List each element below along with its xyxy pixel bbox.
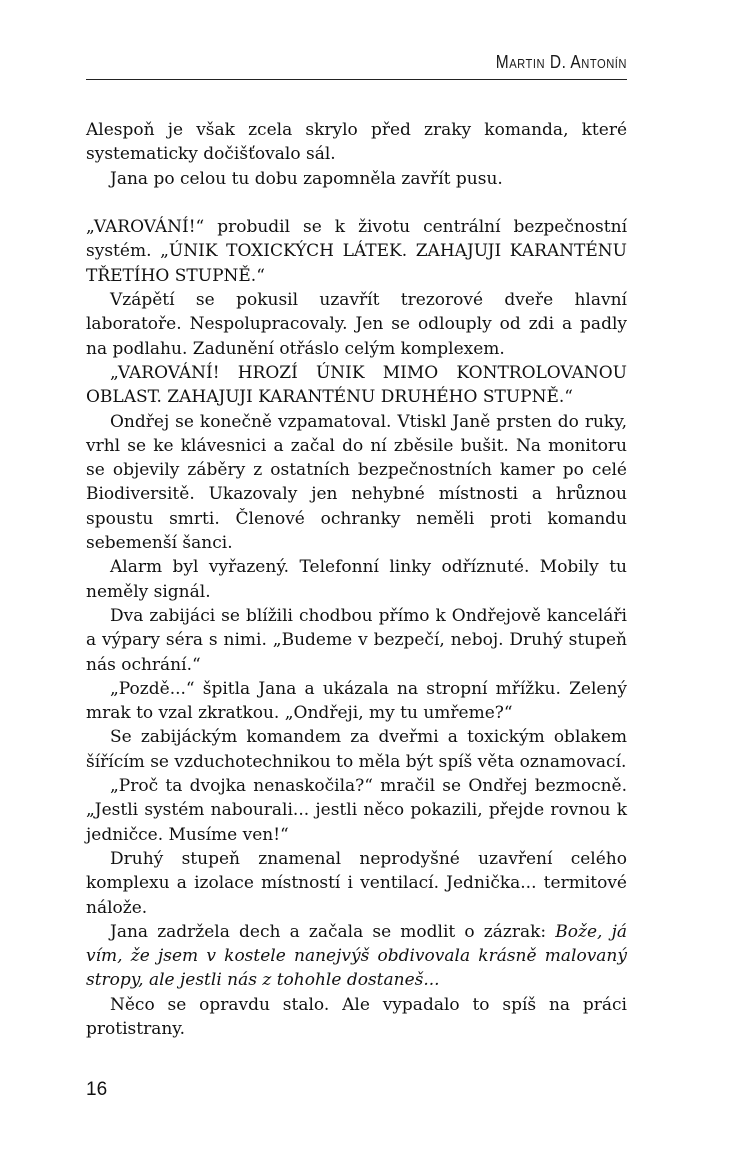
paragraph: Se zabijáckým komandem za dveřmi a toxickým oblakem šířícím se vzduchotechnikou to měla být spíš věta oznamovací. (86, 727, 627, 772)
paragraph: Alespoň je však zcela skrylo před zraky komanda, které systematicky dočišťovalo sál. (86, 120, 627, 165)
paragraph (86, 920, 627, 993)
section-break (86, 191, 627, 215)
paragraph: „VAROVÁNÍ!“ probudil se k životu centrální bezpečnostní systém. „ÚNIK TOXICKÝCH LÁTEK. ZAHAJUJI KARANTÉNU TŘETÍHO STUPNĚ.“ (86, 217, 627, 286)
paragraph: Ondřej se konečně vzpamatoval. Vtiskl Janě prsten do ruky, vrhl se ke klávesnici a začal do ní zběsile bušit. Na monitoru se objevily záběry z ostatních bezpečnostních kamer po celé Biodiversitě. Ukazovaly jen nehybné místnosti a hrůznou spoustu smrti. Členové ochranky neměli proti komandu sebemenší šanci. (86, 411, 627, 554)
paragraph: Vzápětí se pokusil uzavřít trezorové dveře hlavní laboratoře. Nespolupracovaly. Jen se odlouply od zdi a padly na podlahu. Zadunění otřáslo celým komplexem. (86, 290, 627, 359)
italic-prayer: Bože, já vím, že jsem v kostele nanejvýš obdivovala krásně malovaný stropy, ale jestli nás z tohohle dostaneš... (86, 921, 627, 991)
paragraph: „VAROVÁNÍ! HROZÍ ÚNIK MIMO KONTROLOVANOU OBLAST. ZAHAJUJI KARANTÉNU DRUHÉHO STUPNĚ.“ (86, 362, 627, 408)
paragraph: Jana po celou tu dobu zapomněla zavřít pusu. (110, 168, 503, 189)
paragraph: Alarm byl vyřazený. Telefonní linky odříznuté. Mobily tu neměly signál. (86, 557, 627, 602)
header-rule (86, 79, 627, 80)
paragraph-text: Jana zadržela dech a začala se modlit o zázrak: (110, 921, 547, 942)
body-text (86, 118, 627, 1041)
paragraph: „Proč ta dvojka nenaskočila?“ mračil se Ondřej bezmocně. „Jestli systém nabourali... jestli něco pokazili, přejde rovnou k jedničce. Musíme ven!“ (86, 776, 627, 845)
paragraph: „Pozdě...“ špitla Jana a ukázala na stropní mřížku. Zelený mrak to vzal zkratkou. „Ondřeji, my tu umřeme?“ (86, 678, 627, 724)
page-number: 16 (86, 1079, 108, 1100)
paragraph: Dva zabijáci se blížili chodbou přímo k Ondřejově kanceláři a výpary séra s nimi. „Budeme v bezpečí, neboj. Druhý stupeň nás ochrání.“ (86, 605, 627, 675)
running-header-author: Martin D. Antonín (495, 52, 627, 72)
paragraph: Druhý stupeň znamenal neprodyšné uzavření celého komplexu a izolace místností i ventilací. Jednička... termitové nálože. (86, 848, 627, 918)
paragraph: Něco se opravdu stalo. Ale vypadalo to spíš na práci protistrany. (86, 994, 627, 1039)
